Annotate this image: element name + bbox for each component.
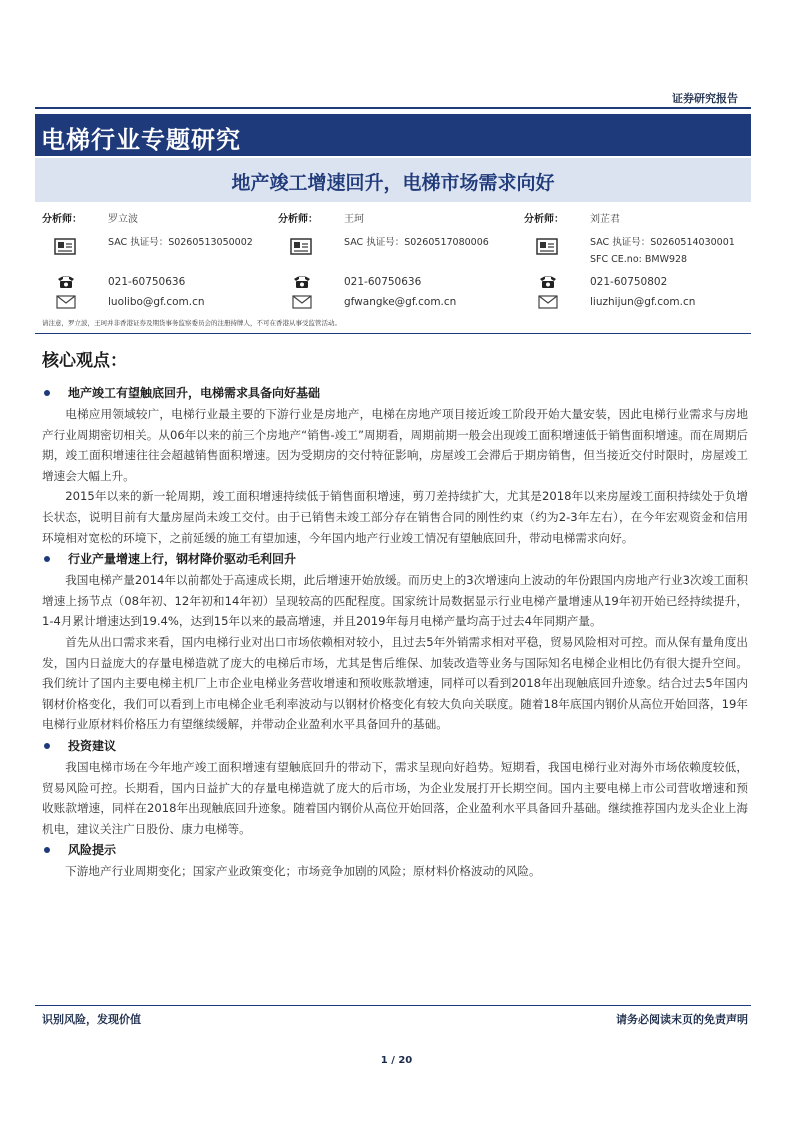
id-card-icon <box>536 236 558 256</box>
envelope-icon <box>56 295 76 309</box>
analyst-email[interactable]: liuzhijun@gf.com.cn <box>590 296 696 308</box>
footer-disclaimer-note: 请务必阅读末页的免责声明 <box>616 1013 748 1026</box>
analyst-sac: SAC 执证号：S0260517080006 <box>344 237 489 248</box>
analyst-email[interactable]: gfwangke@gf.com.cn <box>344 296 457 308</box>
paragraph: 电梯应用领域较广，电梯行业最主要的下游行业是房地产，电梯在房地产项目接近竣工阶段开始大量安装，因此电梯行业需求与房地产行业周期密切相关。从06年以来的前三个房地产“销售-竣工”周期看，周期前期一般会出现竣工面积增速低于销售面积增速。而在周期后期，竣工面积增速往往会超越销售面积增速。因为受期房的交付特征影响，房屋竣工会滞后于期房销售，但当接近交付时限时，房屋竣工增速会大幅上升。 <box>42 407 748 483</box>
section-heading: 投资建议 <box>42 735 748 757</box>
core-views-content <box>42 382 748 882</box>
analyst-role: 分析师： <box>278 214 318 225</box>
id-card-icon <box>54 236 76 256</box>
telephone-icon <box>292 273 312 289</box>
footer-rule <box>35 1005 751 1006</box>
paragraph: 我国电梯市场在今年地产竣工面积增速有望触底回升的带动下，需求呈现向好趋势。短期看，我国电梯行业对海外市场依赖度较低，贸易风险可控。长期看，国内日益扩大的存量电梯造就了庞大的后市场，为企业发展打开长期空间。国内主要电梯上市公司营收增速和预收账款增速，同样在2018年出现触底回升迹象。随着国内钢价从高位开始回落，企业盈利水平具备回升基础。继续推荐国内龙头企业上海机电，建议关注广日股份、康力电梯等。 <box>42 759 748 836</box>
analyst-role: 分析师： <box>42 214 82 225</box>
analyst-sfc: SFC CE.no: BMW928 <box>590 254 688 265</box>
analyst-phone: 021-60750636 <box>108 276 186 288</box>
analyst-sac: SAC 执证号：S0260514030001 <box>590 237 735 248</box>
section-rule <box>35 333 751 334</box>
header-rule <box>35 107 751 109</box>
analyst-name: 王珂 <box>344 214 364 225</box>
analyst-phone: 021-60750802 <box>590 276 668 288</box>
paragraph: 下游地产行业周期变化；国家产业政策变化；市场竞争加剧的风险；原材料价格波动的风险。 <box>65 864 541 879</box>
report-type-label: 证券研究报告 <box>672 92 738 105</box>
paragraph: 首先从出口需求来看，国内电梯行业对出口市场依赖相对较小，且过去5年外销需求相对平稳，贸易风险相对可控。而从保有量角度出发，国内日益庞大的存量电梯造就了庞大的电梯后市场，尤其是售后维保、加装改造等业务与国际知名电梯企业相比仍有很大提升空间。我们统计了国内主要电梯主机厂上市企业电梯业务营收增速和预收账款增速，同样可以看到2018年出现触底回升迹象。结合过去5年国内钢材价格变化，我们可以看到上市电梯企业毛利率波动与以钢材价格变化有较大负向关联度。随着18年底国内钢价从高位开始回落，19年电梯行业原材料价格压力有望继续缓解，并带动企业盈利水平具备回升的基础。 <box>42 634 748 732</box>
envelope-icon <box>292 295 312 309</box>
telephone-icon <box>56 273 76 289</box>
analyst-email[interactable]: luolibo@gf.com.cn <box>108 296 205 308</box>
section-heading: 行业产量增速上行，钢材降价驱动毛利回升 <box>42 548 748 570</box>
id-card-icon <box>290 236 312 256</box>
footer-slogan: 识别风险，发现价值 <box>42 1013 141 1026</box>
regulatory-disclaimer: 请注意，罗立波，王珂并非香港证券及期货事务监察委员会的注册持牌人，不可在香港从事受监管活动。 <box>42 319 341 327</box>
telephone-icon <box>538 273 558 289</box>
analyst-sac: SAC 执证号：S0260513050002 <box>108 237 253 248</box>
report-subtitle: 地产竣工增速回升，电梯市场需求向好 <box>231 172 555 194</box>
section-heading: 地产竣工有望触底回升，电梯需求具备向好基础 <box>42 382 748 404</box>
envelope-icon <box>538 295 558 309</box>
section-heading: 风险提示 <box>42 839 748 861</box>
subtitle-banner <box>35 158 751 202</box>
analyst-role: 分析师： <box>524 214 564 225</box>
analyst-name: 罗立波 <box>108 214 138 225</box>
analyst-name: 刘芷君 <box>590 214 620 225</box>
core-views-title: 核心观点： <box>42 351 127 371</box>
report-title: 电梯行业专题研究 <box>41 126 241 154</box>
analyst-phone: 021-60750636 <box>344 276 422 288</box>
paragraph: 2015年以来的新一轮周期，竣工面积增速持续低于销售面积增速，剪刀差持续扩大，尤其是2018年以来房屋竣工面积持续处于负增长状态，说明目前有大量房屋尚未竣工交付。由于已销售未竣工部分存在销售合同的刚性约束（约为2-3年左右），在今年宏观资金和信用环境相对宽松的环境下，之前延缓的施工有望加速，今年国内地产行业竣工情况有望触底回升，带动电梯需求向好。 <box>42 489 748 545</box>
title-banner <box>35 114 751 156</box>
paragraph: 我国电梯产量2014年以前都处于高速成长期，此后增速开始放缓。而历史上的3次增速向上波动的年份跟国内房地产行业3次竣工面积增速上扬节点（08年初、12年初和14年初）呈现较高的匹配程度。国家统计局数据显示行业电梯产量增速从19年初开始已经持续提升，1-4月累计增速达到19.4%，达到15年以来的最高增速，并且2019年每月电梯产量均高于过去4年同期产量。 <box>42 573 748 629</box>
page-number: 1 / 20 <box>380 1055 413 1066</box>
